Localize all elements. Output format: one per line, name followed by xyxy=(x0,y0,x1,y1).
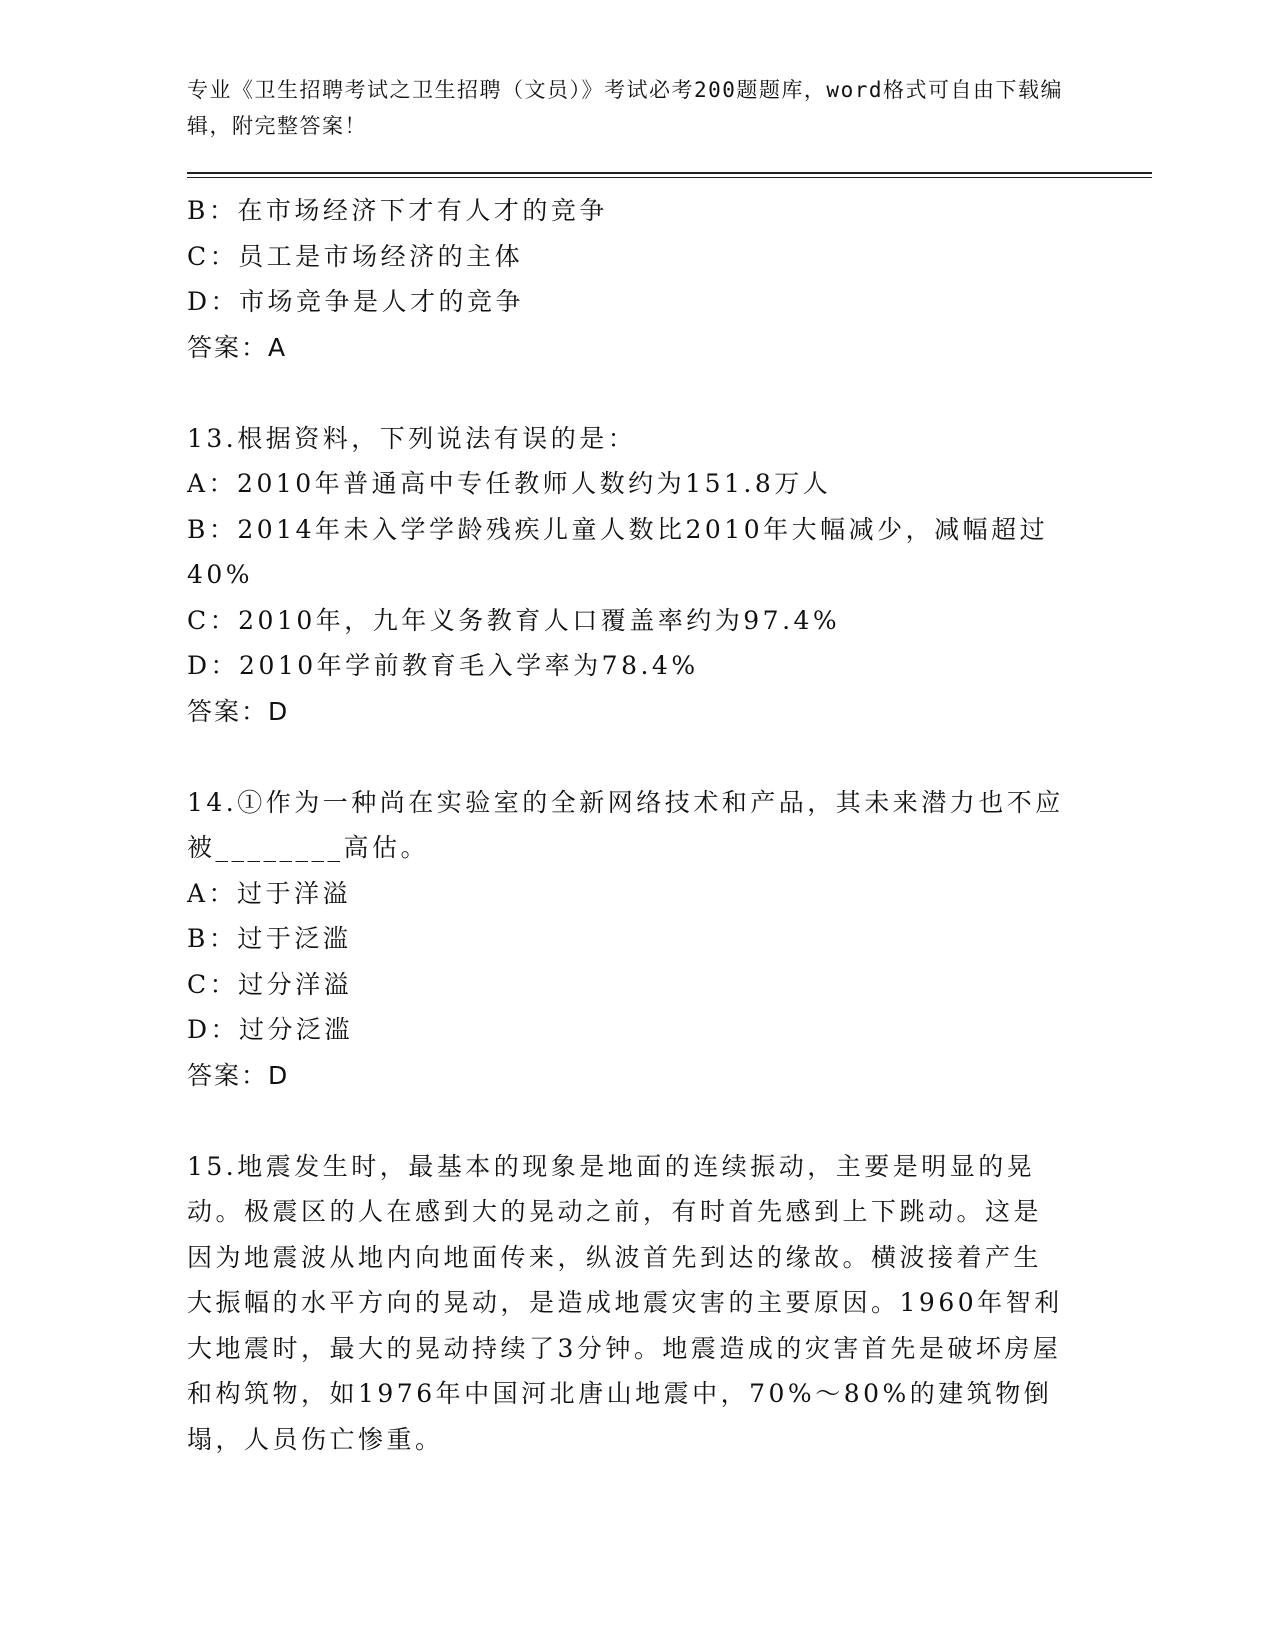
question-stem: 13.根据资料，下列说法有误的是： xyxy=(187,423,637,453)
document-header: 专业《卫生招聘考试之卫生招聘（文员）》考试必考200题题库，word格式可自由下载编辑，附完整答案！ xyxy=(187,78,1063,138)
header-divider xyxy=(187,172,1152,178)
option-b: B：过于泛滥 xyxy=(187,924,352,953)
question-14-block xyxy=(187,780,1067,1099)
document-page xyxy=(187,72,1137,1462)
option-d: D：过分泛滥 xyxy=(187,1015,354,1044)
option-b: B：2014年未入学学龄残疾儿童人数比2010年大幅减少，减幅超过40% xyxy=(187,514,1049,589)
option-d: D：市场竞争是人才的竞争 xyxy=(187,287,525,316)
document-body xyxy=(187,188,1067,1462)
option-a: A：2010年普通高中专任教师人数约为151.8万人 xyxy=(187,469,832,498)
option-d: D：2010年学前教育毛入学率为78.4% xyxy=(187,651,699,680)
answer-label: 答案：A xyxy=(187,332,288,362)
option-b: B：在市场经济下才有人才的竞争 xyxy=(187,196,608,225)
option-c: C：过分洋溢 xyxy=(187,969,353,999)
question-13-block xyxy=(187,416,1067,735)
spacer xyxy=(187,1098,1067,1144)
option-c: C：2010年，九年义务教育人口覆盖率约为97.4% xyxy=(187,605,841,635)
option-a: A：过于洋溢 xyxy=(187,878,352,908)
spacer xyxy=(187,370,1067,416)
option-c: C：员工是市场经济的主体 xyxy=(187,241,524,271)
question-stem: 14.①作为一种尚在实验室的全新网络技术和产品，其未来潜力也不应被________高估。 xyxy=(187,787,1064,862)
spacer xyxy=(187,734,1067,780)
answer-label: 答案：D xyxy=(187,1060,290,1090)
question-12-block xyxy=(187,188,1067,370)
answer-label: 答案：D xyxy=(187,696,290,726)
question-stem: 15.地震发生时，最基本的现象是地面的连续振动，主要是明显的晃动。极震区的人在感到大的晃动之前，有时首先感到上下跳动。这是因为地震波从地内向地面传来，纵波首先到达的缘故。横波接着产生大振幅的水平方向的晃动，是造成地震灾害的主要原因。1960年智利大地震时，最大的晃动持续了3分钟。地震造成的灾害首先是破坏房屋和构筑物，如1976年中国河北唐山地震中，70%～80%的建筑物倒塌，人员伤亡惨重。 xyxy=(187,1151,1063,1454)
question-15-block xyxy=(187,1144,1067,1463)
